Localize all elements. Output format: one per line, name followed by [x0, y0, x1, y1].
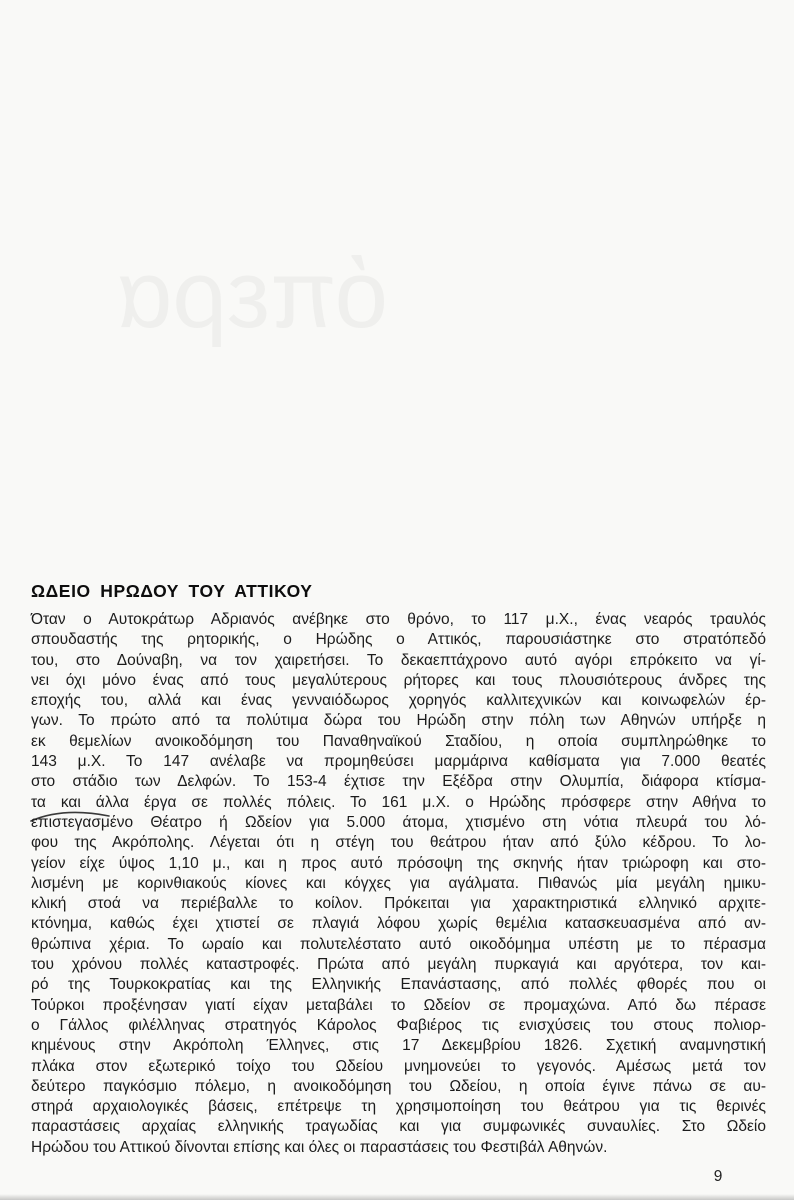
scan-edge-shadow: [0, 1194, 794, 1200]
text-line: γων. Το πρώτο από τα πολύτιμα δώρα του Ηρώδη στην πόλη των Αθηνών υπήρξε η: [31, 712, 766, 730]
text-line: Τούρκοι προξένησαν γιατί είχαν μεταβάλει το Ωδείον σε προμαχώνα. Από δω πέρασε: [31, 996, 766, 1014]
text-line: εκ θεμελίων ανοικοδόμηση του Παναθηναϊκού Σταδίου, η οποία συμπληρώθηκε το: [31, 732, 766, 750]
text-line: στο στάδιο των Δελφών. Το 153-4 έχτισε την Εξέδρα στην Ολυμπία, διάφορα κτίσμα-: [31, 773, 766, 791]
text-line: Ηρώδου του Αττικού δίνονται επίσης και όλες οι παραστάσεις του Φεστιβάλ Αθηνών.: [31, 1138, 608, 1156]
text-line: θρώπινα χέρια. Το ωραίο και πολυτελέστατο αυτό οικοδόμημα υπέστη με το πέρασμα: [31, 935, 766, 953]
text-line: του, στο Δούναβη, να τον χαιρετήσει. Το δεκαεπτάχρονο αυτό αγόρι επρόκειτο να γί-: [31, 651, 766, 669]
text-line: σπουδαστής της ρητορικής, ο Ηρώδης ο Αττικός, παρουσιάστηκε στο στρατόπεδό: [31, 631, 766, 649]
text-line: κημένους στην Ακρόπολη Έλληνες, στις 17 Δεκεμβρίου 1826. Σχετική αναμνηστική: [31, 1037, 766, 1055]
text-line: Όταν ο Αυτοκράτωρ Αδριανός ανέβηκε στο θρόνο, το 117 μ.Χ., ένας νεαρός τραυλός: [31, 611, 766, 628]
body-text: [31, 610, 766, 1158]
text-line: του χρόνου πολλές καταστροφές. Πρώτα από μεγάλη πυρκαγιά και αργότερα, τον και-: [31, 956, 766, 974]
text-line: παραστάσεις αρχαίας ελληνικής τραγωδίας και για συμφωνικές συναυλίες. Στο Ωδείο: [31, 1118, 766, 1136]
page-title: ΩΔΕΙΟ ΗΡΩΔΟΥ ΤΟΥ ΑΤΤΙΚΟΥ: [31, 581, 313, 601]
text-line: νει όχι μόνο ένας από τους μεγαλύτερους ρήτορες και τους πλουσιότερους άνδρες της: [31, 671, 766, 689]
bleed-through-text: όπερα: [116, 241, 388, 348]
text-line: κλική στοά να περιέβαλλε το κοίλον. Πρόκειται για χαρακτηριστικά ελληνικό αρχιτε-: [31, 895, 766, 913]
text-line: γείον είχε ύψος 1,10 μ., και η προς αυτό πρόσοψη της σκηνής ήταν τριώροφη και στο-: [31, 854, 766, 872]
text-line: στηρά αρχαιολογικές βάσεις, επέτρεψε τη χρησιμοποίηση του θεάτρου για τις θερινές: [31, 1098, 766, 1116]
text-line: λισμένη με κορινθιακούς κίονες και κόγχες για αγάλματα. Πιθανώς μία μεγάλη ημικυ-: [31, 874, 766, 892]
text-line: κτόνημα, καθώς έχει χτιστεί σε πλαγιά λόφου χωρίς θεμέλια κατασκευασμένα από αν-: [31, 915, 766, 933]
text-line: ρό της Τουρκοκρατίας και της Ελληνικής Επανάστασης, από πολλές φθορές που οι: [31, 976, 766, 994]
text-line: δεύτερο παγκόσμιο πόλεμο, η ανοικοδόμηση του Ωδείου, η οποία έγινε πάνω σε αυ-: [31, 1077, 766, 1095]
text-line: ο Γάλλος φιλέλληνας στρατηγός Κάρολος Φαβιέρος τις ενισχύσεις του στους πολιορ-: [31, 1016, 766, 1034]
page-number: 9: [713, 1168, 723, 1185]
text-line: φου της Ακρόπολης. Λέγεται ότι η στέγη του θεάτρου ήταν από ξύλο κέδρου. Το λο-: [31, 834, 766, 852]
text-line: πλάκα στον εξωτερικό τοίχο του Ωδείου μνημονεύει το γεγονός. Αμέσως μετά τον: [31, 1057, 766, 1075]
text-line: τα και άλλα έργα σε πολλές πόλεις. Το 161 μ.Χ. ο Ηρώδης πρόσφερε στην Αθήνα το: [31, 793, 766, 811]
text-line: εποχής του, αλλά και ένας γενναιόδωρος χορηγός καλλιτεχνικών και κοινωφελών έρ-: [31, 692, 766, 710]
text-line: επιστεγασμένο Θέατρο ή Ωδείον για 5.000 άτομα, χτισμένο στη νότια πλευρά του λό-: [31, 813, 766, 831]
text-line: 143 μ.Χ. Το 147 ανέλαβε να προμηθεύσει μαρμάρινα καθίσματα για 7.000 θεατές: [31, 753, 766, 771]
